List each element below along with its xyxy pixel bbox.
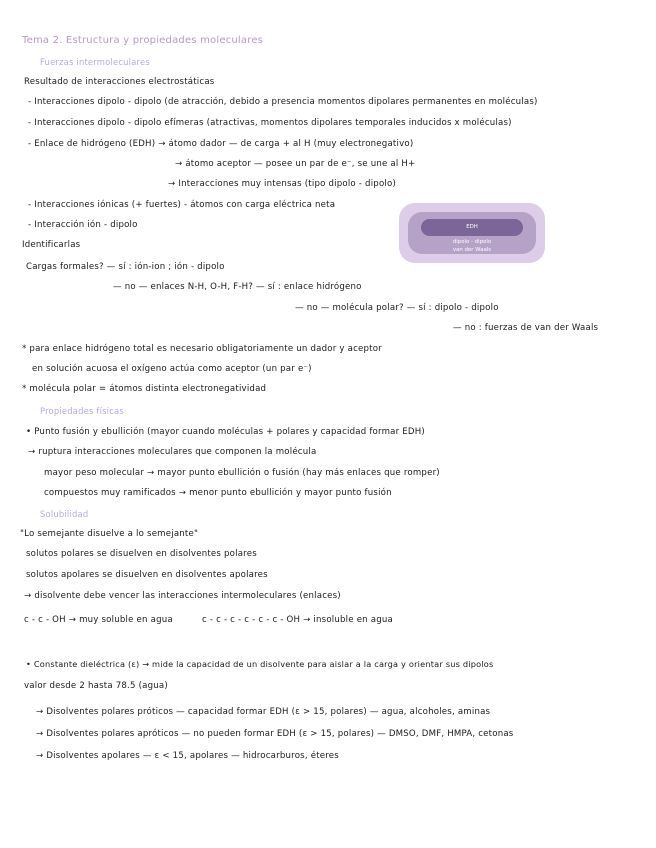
structural-formula: c - c - c - c - c - c - OH → insoluble en agua: [202, 615, 393, 625]
text-line: • Constante dieléctrica (ε) → mide la capacidad de un disolvente para aislar a la carga y orientar sus dipolos: [26, 659, 494, 669]
text-line: → Disolventes polares próticos — capacidad formar EDH (ε > 15, polares) — agua, alcoholes, aminas: [36, 707, 491, 717]
text-line: * para enlace hidrógeno total es necesario obligatoriamente un dador y aceptor: [22, 344, 382, 354]
text-line: * molécula polar = átomos distinta electronegatividad: [22, 384, 267, 394]
diagram-label-vdw: van der Waals: [452, 247, 492, 253]
forces-diagram: [399, 203, 545, 263]
text-line: Identificarlas: [22, 240, 81, 250]
diagram-label-edh: EDH: [466, 224, 478, 230]
text-line: → Interacciones muy intensas (tipo dipolo - dipolo): [168, 179, 397, 189]
text-line: - Enlace de hidrógeno (EDH) → átomo dador — de carga + al H (muy electronegativo): [28, 139, 414, 149]
section-heading-intermolecular: Fuerzas intermoleculares: [40, 57, 150, 67]
text-line: — no : fuerzas de van der Waals: [453, 323, 599, 333]
text-line: → ruptura interacciones moleculares que componen la molécula: [28, 447, 317, 457]
text-line: → disolvente debe vencer las interacciones intermoleculares (enlaces): [24, 591, 341, 601]
text-line: Resultado de interacciones electrostáticas: [24, 77, 215, 87]
text-line: — no — enlaces N-H, O-H, F-H? — sí : enlace hidrógeno: [113, 282, 362, 292]
section-heading-physical: Propiedades físicas: [40, 406, 124, 416]
text-line: → átomo aceptor — posee un par de e⁻, se une al H+: [175, 159, 416, 169]
text-line: en solución acuosa el oxígeno actúa como aceptor (un par e⁻): [32, 364, 312, 374]
page-title: Tema 2. Estructura y propiedades moleculares: [22, 35, 264, 46]
text-line: → Disolventes polares apróticos — no pueden formar EDH (ε > 15, polares) — DMSO, DMF, HMPA, cetonas: [36, 729, 514, 739]
text-line: → Disolventes apolares — ε < 15, apolares — hidrocarburos, éteres: [36, 751, 339, 761]
section-heading-solubility: Solubilidad: [40, 509, 89, 519]
text-line: - Interacciones dipolo - dipolo (de atracción, debido a presencia momentos dipolares permanentes en moléculas): [28, 97, 538, 107]
structural-formula: c - c - OH → muy soluble en agua: [24, 615, 173, 625]
text-line: - Interacción ión - dipolo: [28, 220, 138, 230]
text-line: "Lo semejante disuelve a lo semejante": [20, 529, 199, 539]
text-line: valor desde 2 hasta 78.5 (agua): [24, 681, 168, 691]
text-line: solutos polares se disuelven en disolventes polares: [26, 549, 257, 559]
text-line: solutos apolares se disuelven en disolventes apolares: [26, 570, 268, 580]
text-line: - Interacciones dipolo - dipolo efímeras (atractivas, momentos dipolares temporales inducidos x moléculas): [28, 118, 512, 128]
text-line: mayor peso molecular → mayor punto ebullición o fusión (hay más enlaces que romper): [44, 468, 440, 478]
text-line: compuestos muy ramificados → menor punto ebullición y mayor punto fusión: [44, 488, 392, 498]
text-line: Cargas formales? — sí : ión-ion ; ión - dipolo: [26, 262, 225, 272]
text-line: • Punto fusión y ebullición (mayor cuando moléculas + polares y capacidad formar EDH): [26, 427, 425, 437]
text-line: - Interacciones iónicas (+ fuertes) - átomos con carga eléctrica neta: [28, 200, 336, 210]
text-line: — no — molécula polar? — sí : dipolo - dipolo: [295, 303, 499, 313]
diagram-label-dipolo: dipolo - dipolo: [452, 239, 492, 245]
